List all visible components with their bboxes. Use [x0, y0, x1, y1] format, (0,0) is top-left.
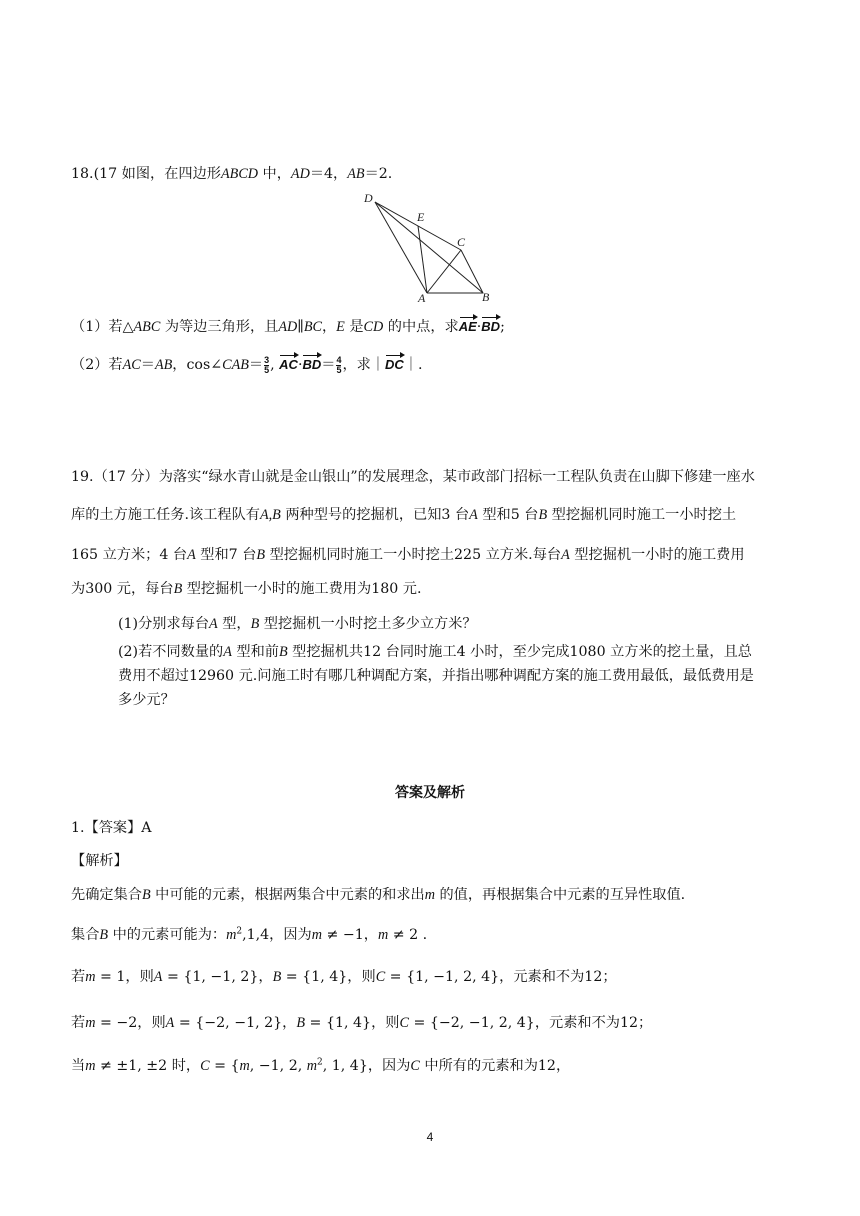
analysis-line2: 集合B 中的元素可能为：$m^2,1,4$，因为m ≠ −1，m ≠ 2 . — [71, 926, 428, 943]
analysis-heading: 【解析】 — [71, 853, 128, 869]
label-a: A — [418, 291, 426, 305]
vector-ae: AE — [459, 316, 477, 334]
label-b: B — [482, 290, 490, 304]
q19-sub2-line3: 多少元？ — [118, 692, 175, 708]
analysis-line3: 若m = 1，则A = {1, −1, 2}，B = {1, 4}，则C = {1, −1, 2, 4}，元素和不为12； — [71, 969, 617, 985]
segment-bd — [375, 202, 483, 293]
label-e: E — [417, 210, 425, 224]
vector-bd: BD — [481, 316, 500, 334]
segment-bc — [461, 250, 483, 293]
analysis-line4: 若m = −2，则A = {−2, −1, 2}，B = {1, 4}，则C = {−2, −1, 2, 4}，元素和不为12； — [71, 1015, 653, 1031]
label-c: C — [457, 235, 466, 249]
vector-bd-2: BD — [302, 354, 321, 372]
page-number: 4 — [426, 1130, 434, 1144]
q19-line3: 165 立方米；4 台A 型和7 台B 型挖掘机同时施工一小时挖土225 立方米.每台A 型挖掘机一小时的施工费用 — [71, 547, 745, 563]
analysis-line5: 当m ≠ ±1, ±2 时，C = {m, −1, 2, $m^2$, 1, 4}，因为C 中所有的元素和为12， — [71, 1057, 571, 1074]
q19-line1: 19.（17 分）为落实“绿水青山就是金山银山”的发展理念，某市政部门招标一工程队负责在山脚下修建一座水 — [71, 469, 755, 485]
fraction-4-5: $\frac{4}{5}$ — [336, 354, 342, 375]
q19-sub1: (1)分别求每台A 型，B 型挖掘机一小时挖土多少立方米？ — [118, 616, 477, 632]
answers-title: 答案及解析 — [395, 785, 465, 801]
analysis-line1: 先确定集合B 中可能的元素，根据两集合中元素的和求出m 的值，再根据集合中元素的互异性取值. — [71, 887, 686, 903]
q19-line2: 库的土方施工任务.该工程队有A,B 两种型号的挖掘机，已知3 台A 型和5 台B 型挖掘机同时施工一小时挖土 — [71, 507, 737, 523]
q18-part2: （2）若AC＝AB，cos∠CAB＝ $\frac{3}{5}$ , AC·BD＝ $\frac{4}{5}$ ，求｜DC｜. — [71, 354, 423, 375]
segment-ae — [418, 226, 427, 293]
fraction-3-5: $\frac{3}{5}$ — [264, 354, 270, 375]
q19-sub2-line1: (2)若不同数量的A 型和前B 型挖掘机共12 台同时施工4 小时，至少完成1080 立方米的挖土量，且总 — [118, 644, 752, 660]
q19-line4: 为300 元，每台B 型挖掘机一小时的施工费用为180 元. — [71, 581, 422, 597]
vector-ac: AC — [279, 354, 298, 372]
q19-sub2-line2: 费用不超过12960 元.问施工时有哪几种调配方案，并指出哪种调配方案的施工费用最低，最低费用是 — [118, 668, 754, 684]
answer-1: 1.【答案】A — [71, 820, 152, 836]
vector-dc: DC — [385, 354, 404, 372]
q18-stem: 18.(17 如图，在四边形ABCD 中，AD＝4，AB＝2. — [71, 166, 393, 182]
label-d: D — [364, 191, 373, 205]
segment-ac — [427, 250, 461, 293]
q18-part1: （1）若△ABC 为等边三角形，且AD∥BC，E 是CD 的中点，求AE·BD; — [71, 316, 505, 336]
quadrilateral-figure — [360, 190, 500, 305]
